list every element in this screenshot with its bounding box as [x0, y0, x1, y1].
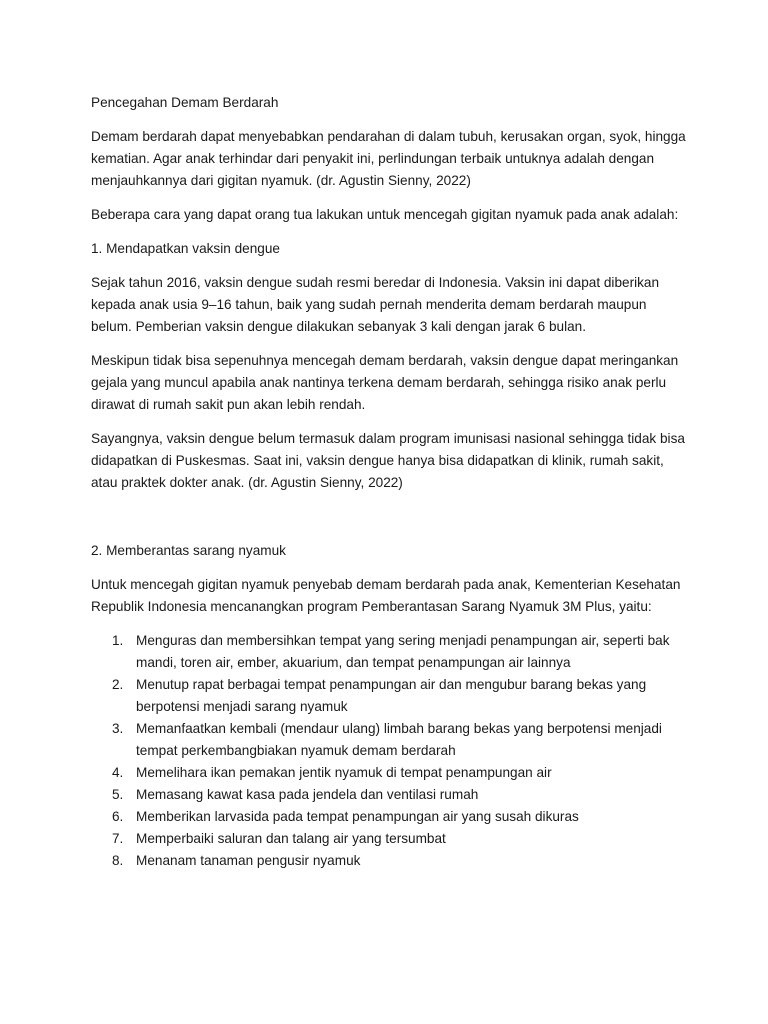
list-item-text: Memanfaatkan kembali (mendaur ulang) limbah barang bekas yang berpotensi menjadi tempat perkembangbiakan nyamuk demam berdarah	[136, 721, 662, 758]
prevention-steps-list	[91, 630, 691, 872]
document-page	[91, 92, 691, 872]
list-item	[112, 850, 691, 872]
section-2-heading: 2. Memberantas sarang nyamuk	[91, 543, 286, 558]
list-item	[112, 762, 691, 784]
list-item-text: Memperbaiki saluran dan talang air yang tersumbat	[136, 831, 446, 846]
list-item-text: Menguras dan membersihkan tempat yang sering menjadi penampungan air, seperti bak mandi, toren air, ember, akuarium, dan tempat penampungan air lainnya	[136, 633, 670, 670]
list-item-text: Memasang kawat kasa pada jendela dan ventilasi rumah	[136, 787, 479, 802]
list-item	[112, 630, 691, 674]
list-item-number: 2.	[112, 677, 124, 692]
list-item	[112, 806, 691, 828]
list-item-number: 3.	[112, 721, 124, 736]
list-item-text: Memelihara ikan pemakan jentik nyamuk di tempat penampungan air	[136, 765, 552, 780]
list-item-text: Menutup rapat berbagai tempat penampungan air dan mengubur barang bekas yang berpotensi menjadi sarang nyamuk	[136, 677, 647, 714]
list-item-text: Memberikan larvasida pada tempat penampungan air yang susah dikuras	[136, 809, 579, 824]
list-item	[112, 718, 691, 762]
list-item	[112, 828, 691, 850]
section-1-heading: 1. Mendapatkan vaksin dengue	[91, 241, 280, 256]
list-item	[112, 784, 691, 806]
list-item-number: 8.	[112, 853, 124, 868]
blank-line	[91, 506, 691, 540]
list-item-number: 5.	[112, 787, 124, 802]
section-1-paragraph-1: Sejak tahun 2016, vaksin dengue sudah resmi beredar di Indonesia. Vaksin ini dapat diberikan kepada anak usia 9–16 tahun, baik yang sudah pernah menderita demam berdarah maupun belum. Pemberian vaksin dengue dilakukan sebanyak 3 kali dengan jarak 6 bulan.	[91, 275, 660, 334]
intro-paragraph: Demam berdarah dapat menyebabkan pendarahan di dalam tubuh, kerusakan organ, syok, hingga kematian. Agar anak terhindar dari penyakit ini, perlindungan terbaik untuknya adalah dengan menjauhkannya dari gigitan nyamuk. (dr. Agustin Sienny, 2022)	[91, 129, 686, 188]
list-item-number: 1.	[112, 633, 124, 648]
document-title: Pencegahan Demam Berdarah	[91, 95, 279, 110]
section-2-paragraph-1: Untuk mencegah gigitan nyamuk penyebab demam berdarah pada anak, Kementerian Kesehatan Republik Indonesia mencanangkan program Pemberantasan Sarang Nyamuk 3M Plus, yaitu:	[91, 577, 681, 614]
list-item	[112, 674, 691, 718]
list-item-number: 7.	[112, 831, 124, 846]
list-item-number: 4.	[112, 765, 124, 780]
section-1-paragraph-3: Sayangnya, vaksin dengue belum termasuk dalam program imunisasi nasional sehingga tidak bisa didapatkan di Puskesmas. Saat ini, vaksin dengue hanya bisa didapatkan di klinik, rumah sakit, atau praktek dokter anak. (dr. Agustin Sienny, 2022)	[91, 431, 685, 490]
list-item-number: 6.	[112, 809, 124, 824]
lead-paragraph: Beberapa cara yang dapat orang tua lakukan untuk mencegah gigitan nyamuk pada anak adalah:	[91, 207, 679, 222]
list-item-text: Menanam tanaman pengusir nyamuk	[136, 853, 361, 868]
section-1-paragraph-2: Meskipun tidak bisa sepenuhnya mencegah demam berdarah, vaksin dengue dapat meringankan gejala yang muncul apabila anak nantinya terkena demam berdarah, sehingga risiko anak perlu dirawat di rumah sakit pun akan lebih rendah.	[91, 353, 679, 412]
